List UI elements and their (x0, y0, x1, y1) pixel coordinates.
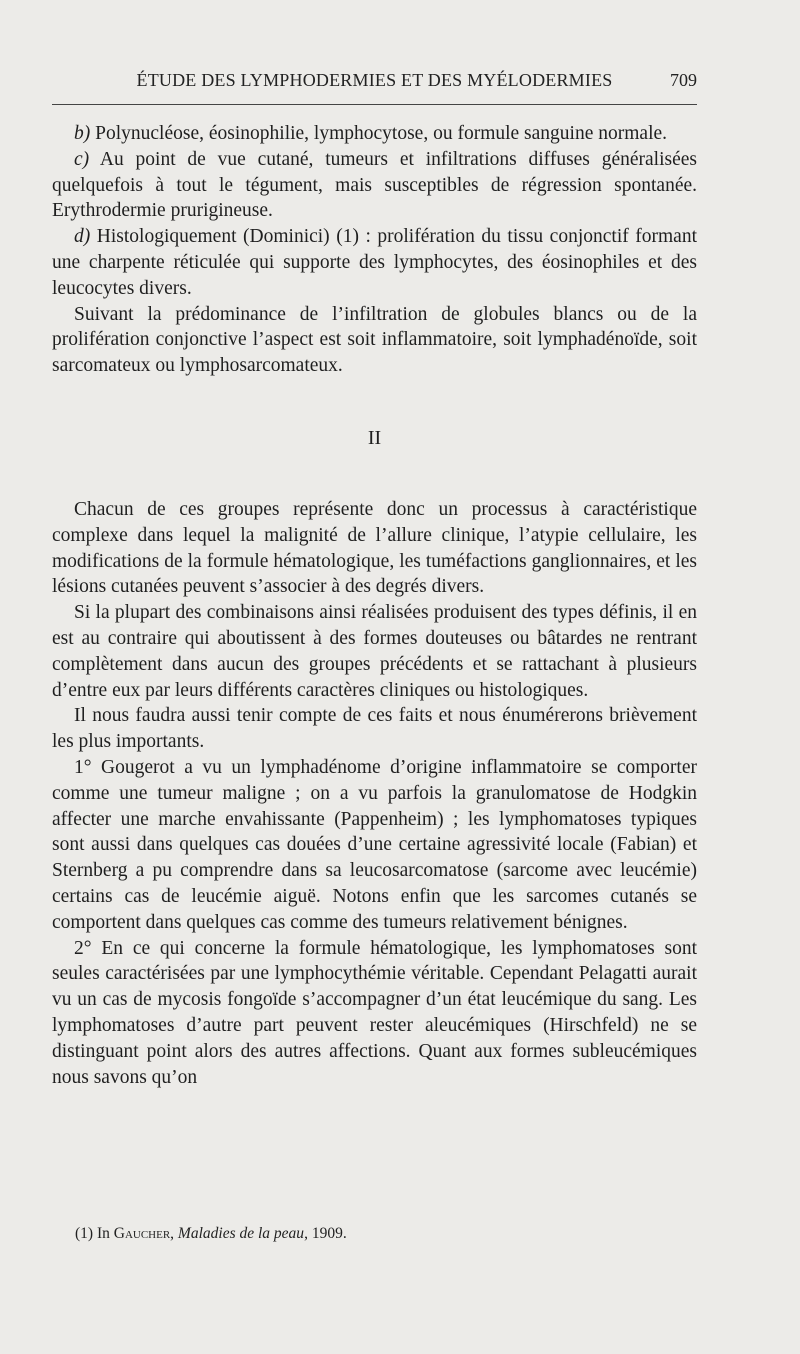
list-marker: c) (74, 148, 90, 170)
paragraph: Suivant la prédominance de l’infiltration de globules blancs ou de la prolifération conjonctive l’aspect est soit inflammatoire, soit lymphadénoïde, soit sarcomateux ou lymphosarcomateux. (52, 303, 697, 377)
list-item-text: Histologiquement (Dominici) (1) : prolifération du tissu conjonctif formant une charpente réticulée qui supporte des lymphocytes, des éosinophiles et des leucocytes divers. (52, 226, 697, 299)
header-rule (52, 104, 697, 105)
footnote-number: (1) (75, 1225, 94, 1242)
list-item-text: Polynucléose, éosinophilie, lymphocytose, ou formule sanguine normale. (90, 123, 668, 144)
body-text (52, 121, 697, 1090)
section-heading: II (367, 426, 382, 449)
footnote-separator: , (170, 1225, 178, 1242)
page-number: 709 (670, 70, 697, 90)
page-header (52, 70, 697, 98)
footnote-author: Gaucher (113, 1225, 171, 1242)
footnote-title: Maladies de la peau (177, 1225, 305, 1242)
paragraph: 2° En ce qui concerne la formule hématologique, les lymphomatoses sont seules caractérisées par une lymphocythémie véritable. Cependant Pelagatti aurait vu un cas de mycosis fongoïde s’accompagner d’un état leucémique du sang. Les lymphomatoses d’autre part peuvent rester aleucémiques (Hirschfeld) ne se distinguant point alors des autres affections. Quant aux formes subleucémiques nous savons qu’on (52, 937, 697, 1088)
list-marker: b) (74, 123, 91, 144)
paragraph: Si la plupart des combinaisons ainsi réalisées produisent des types définis, il en est au contraire qui aboutissent à des formes douteuses ou bâtardes ne rentrant complètement dans aucun des groupes précédents et se rattachant à plusieurs d’entre eux par leurs différents caractères cliniques ou histologiques. (52, 602, 697, 701)
paragraph: Il nous faudra aussi tenir compte de ces faits et nous énumérerons brièvement les plus importants. (52, 705, 697, 753)
footnote (75, 1225, 347, 1243)
paragraph: 1° Gougerot a vu un lymphadénome d’origine inflammatoire se comporter comme une tumeur maligne ; on a vu parfois la granulomatose de Hodgkin affecter une marche envahissante (Pappenheim) ; les lymphomatoses typiques sont aussi dans quelques cas douées d’une certaine agressivité locale (Fabian) et Sternberg a pu comprendre dans sa leucosarcomatose (sarcome avec leucémie) certains cas de leucémie aiguë. Notons enfin que les sarcomes cutanés se comportent dans quelques cas comme des tumeurs relativement bénignes. (52, 756, 697, 933)
list-item-b (52, 121, 697, 147)
list-item-c (52, 147, 697, 224)
paragraph: Chacun de ces groupes représente donc un processus à caractéristique complexe dans lequel la malignité de l’allure clinique, l’atypie cellulaire, les modifications de la formule hématologique, les tuméfactions ganglionnaires, et les lésions cutanées peuvent s’associer à des degrés divers. (52, 498, 697, 598)
running-title: ÉTUDE DES LYMPHODERMIES ET DES MYÉLODERMIES (136, 70, 613, 90)
footnote-prefix: In (93, 1225, 114, 1242)
list-item-d (52, 224, 697, 301)
list-item-text: Au point de vue cutané, tumeurs et infiltrations diffuses généralisées quelquefois à tout le tégument, mais susceptibles de régression spontanée. Erythrodermie prurigineuse. (52, 148, 697, 222)
footnote-year: , 1909. (304, 1225, 347, 1242)
list-marker: d) (74, 226, 91, 248)
